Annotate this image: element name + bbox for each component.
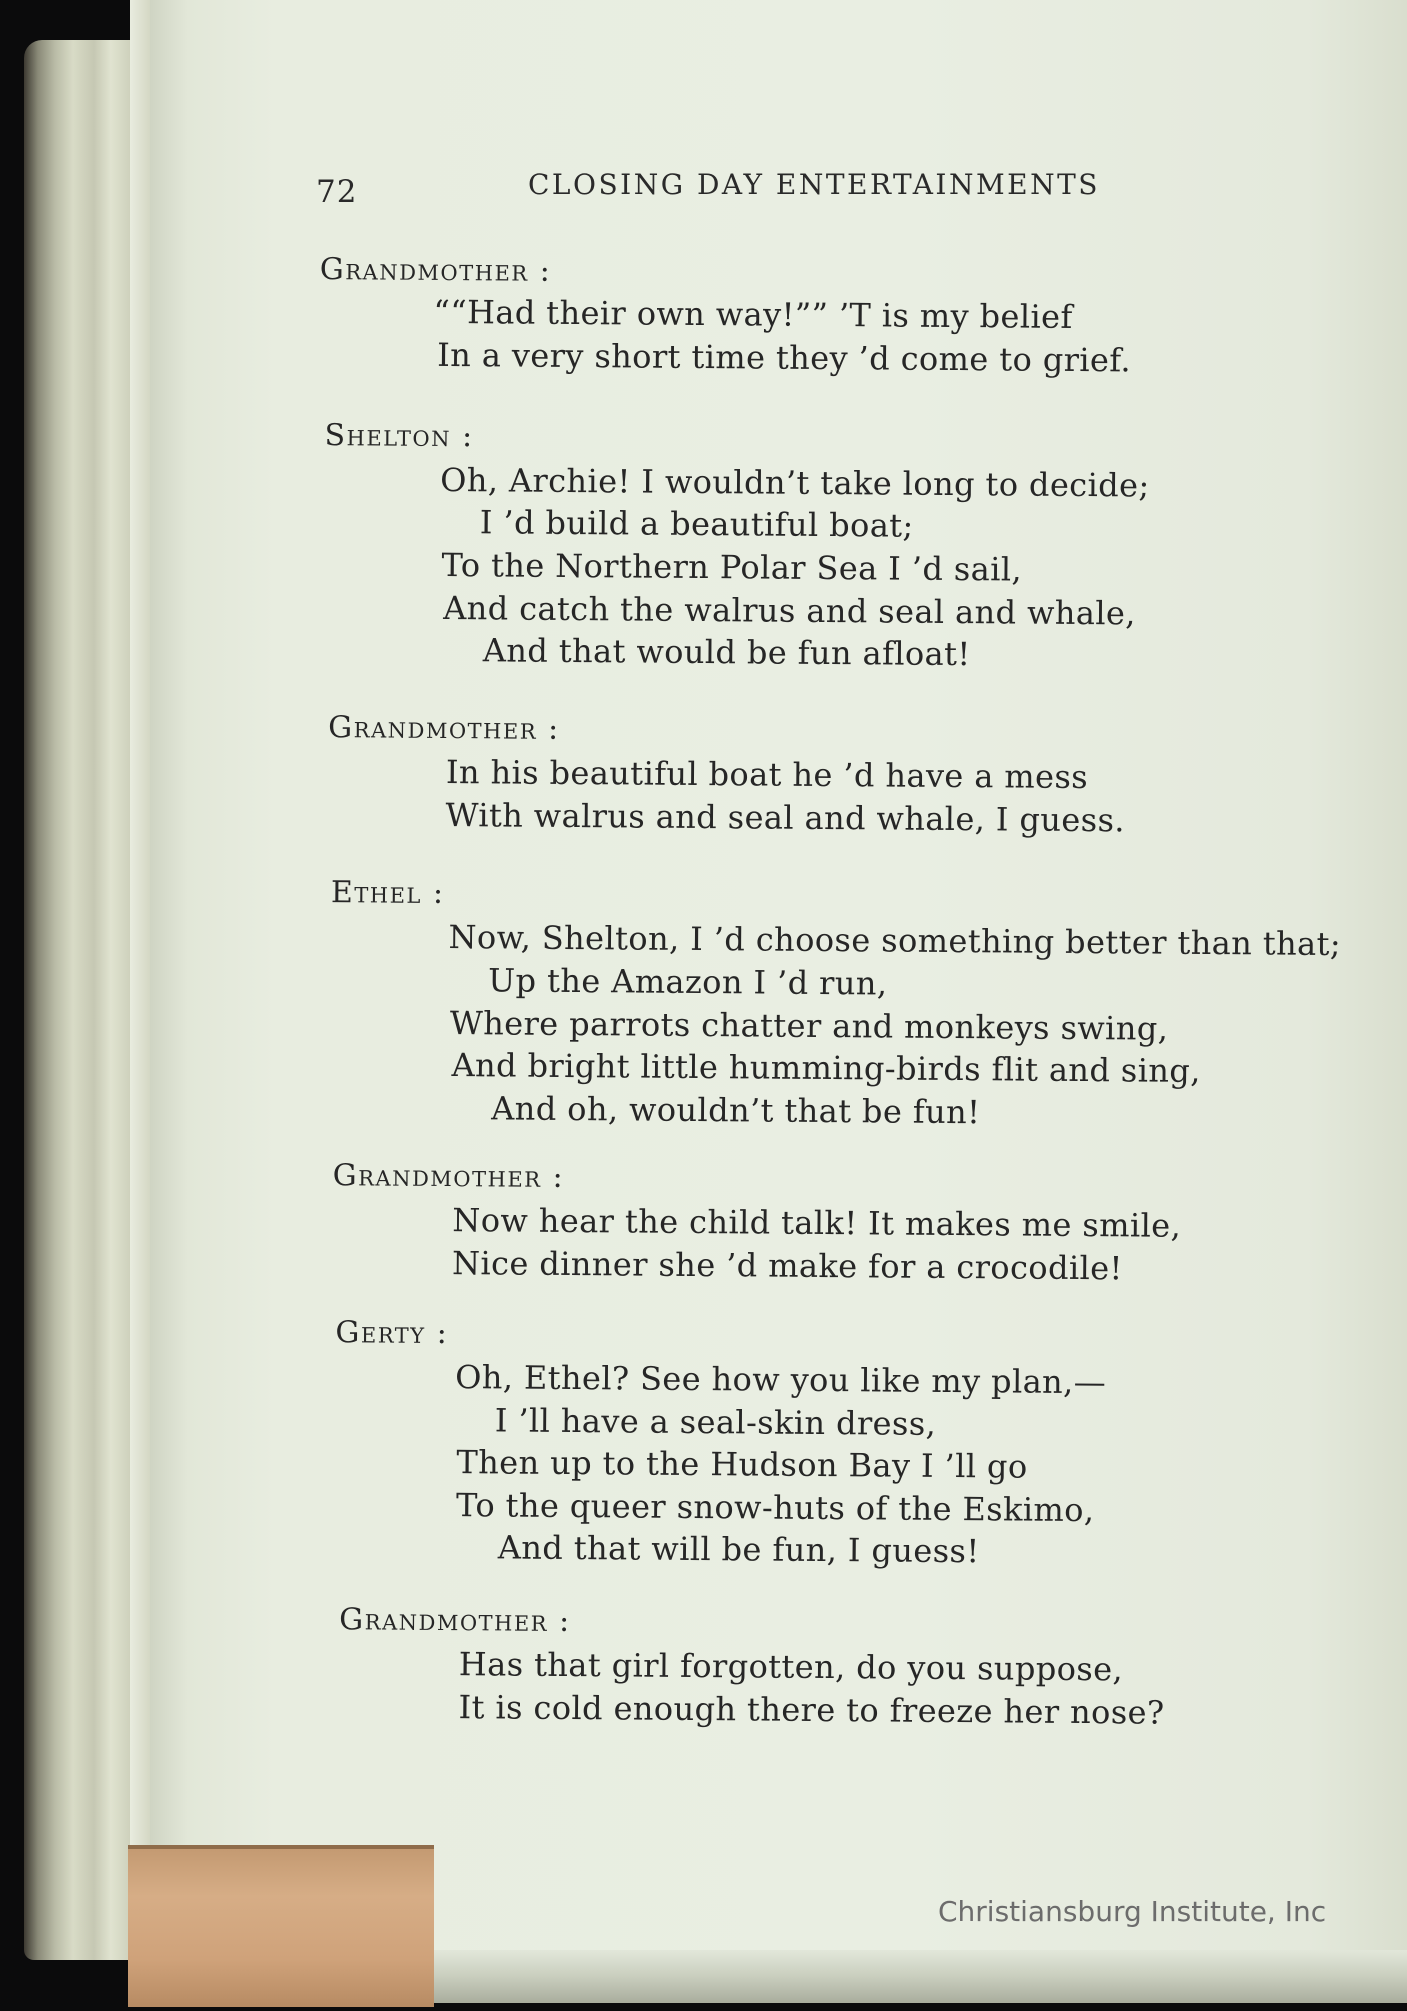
verse-line: Has that girl forgotten, do you suppose, [458, 1645, 1124, 1689]
speaker-label: Grandmother : [339, 1602, 571, 1640]
verse-line: And bright little humming-birds flit and sing, [451, 1046, 1201, 1090]
verse-line: I ’d build a beautiful boat; [479, 503, 914, 545]
verse-line: Oh, Archie! I wouldn’t take long to decide; [440, 460, 1150, 505]
verse-line: Oh, Ethel? See how you like my plan,— [455, 1358, 1107, 1402]
verse-line: I ’ll have a seal-skin dress, [494, 1401, 937, 1443]
verse-line: Up the Amazon I ’d run, [488, 961, 888, 1003]
verse-line: And that will be fun, I guess! [497, 1528, 980, 1571]
verse-line: In his beautiful boat he ’d have a mess [445, 753, 1089, 797]
verse-line: And catch the walrus and seal and whale, [443, 588, 1136, 633]
verse-line: It is cold enough there to freeze her nose? [458, 1688, 1165, 1732]
verse-line: In a very short time they ’d come to grief. [437, 335, 1132, 380]
verse-line: Where parrots chatter and monkeys swing, [449, 1004, 1169, 1048]
speaker-label: Grandmother : [319, 251, 552, 289]
verse-line: Now, Shelton, I ’d choose something better than that; [448, 918, 1342, 964]
speaker-label: Grandmother : [328, 710, 560, 747]
speaker-label: Shelton : [324, 418, 474, 455]
watermark: Christiansburg Institute, Inc [938, 1895, 1327, 1928]
verse-line: With walrus and seal and whale, I guess. [445, 796, 1126, 840]
speaker-label: Gerty : [335, 1315, 449, 1352]
verse-line: Nice dinner she ’d make for a crocodile! [451, 1244, 1123, 1288]
speaker-label: Grandmother : [332, 1158, 565, 1195]
verse-line: ““Had their own way!”” ’T is my belief [433, 292, 1073, 336]
verse-line: Now hear the child talk! It makes me smile, [452, 1201, 1182, 1245]
verse-line: And oh, wouldn’t that be fun! [491, 1089, 981, 1132]
verse-line: To the queer snow-huts of the Eskimo, [455, 1486, 1095, 1530]
page-number: 72 [316, 174, 358, 210]
verse-line: And that would be fun afloat! [482, 631, 971, 674]
running-title: CLOSING DAY ENTERTAINMENTS [528, 168, 1100, 201]
verse-line: Then up to the Hudson Bay I ’ll go [456, 1443, 1028, 1486]
speaker-label: Ethel : [330, 875, 445, 911]
verse-line: To the Northern Polar Sea I ’d sail, [441, 545, 1023, 589]
